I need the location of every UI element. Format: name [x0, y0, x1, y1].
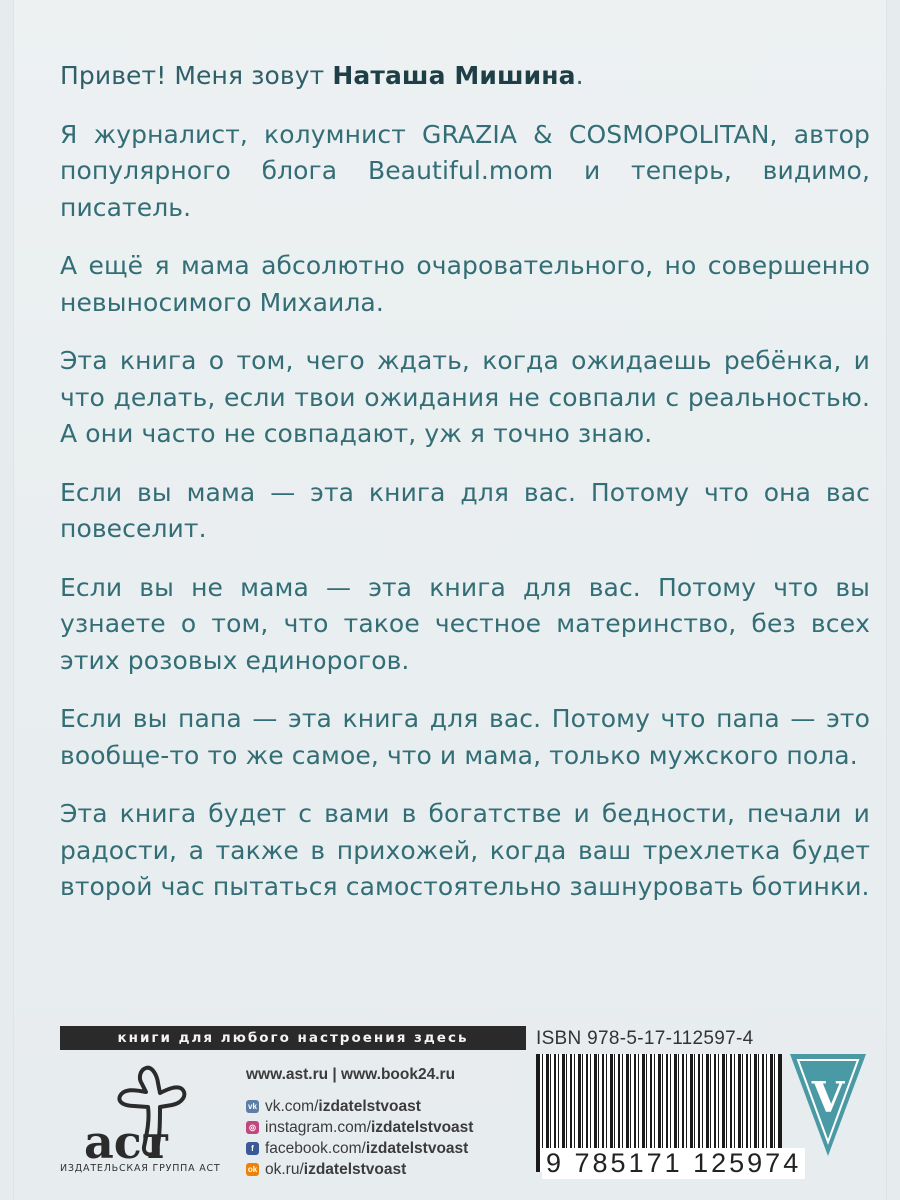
social-handle: izdatelstvoast: [303, 1160, 407, 1178]
publisher-contacts: [246, 1066, 473, 1180]
publisher-caption: ИЗДАТЕЛЬСКАЯ ГРУППА АСТ: [60, 1163, 221, 1174]
book-back-cover: [14, 0, 886, 1200]
social-link-odnoklassniki[interactable]: [246, 1159, 473, 1180]
social-handle: izdatelstvoast: [365, 1139, 469, 1157]
intro-prefix: Привет! Меня зовут: [60, 61, 333, 90]
facebook-icon: f: [246, 1142, 259, 1155]
odnoklassniki-icon: ok: [247, 1165, 258, 1174]
intro-paragraph: [60, 58, 870, 95]
paragraph-3: Эта книга о том, чего ждать, когда ожидаешь ребёнка, и что делать, если твои ожидания не совпали с реальностью. А они часто не совпадают, уж я точно знаю.: [60, 346, 870, 448]
v-logo-letter: V: [811, 1073, 845, 1122]
social-prefix: ok.ru/: [265, 1160, 304, 1178]
paragraph-1: Я журналист, колумнист GRAZIA & COSMOPOLITAN, автор популярного блога Beautiful.mom и теперь, видимо, писатель.: [60, 119, 870, 222]
social-link-vk[interactable]: [246, 1096, 473, 1117]
slogan-banner: книги для любого настроения здесь: [60, 1026, 526, 1050]
social-link-facebook[interactable]: [246, 1138, 473, 1159]
instagram-icon: ◎: [246, 1121, 259, 1134]
social-handle: izdatelstvoast: [318, 1097, 421, 1115]
paragraph-4: Если вы мама — эта книга для вас. Потому что она вас повеселит.: [60, 477, 870, 543]
author-name: Наташа Мишина: [332, 61, 576, 90]
vk-icon: vk: [246, 1100, 259, 1113]
social-prefix: vk.com/: [265, 1097, 319, 1115]
social-link-instagram[interactable]: [246, 1117, 473, 1138]
ast-logo: [54, 1060, 234, 1180]
v-triangle-logo: [788, 1050, 868, 1160]
social-prefix: facebook.com/: [265, 1139, 366, 1157]
social-prefix: instagram.com/: [265, 1118, 371, 1136]
paragraph-2: А ещё я мама абсолютно очаровательного, но совершенно невыносимого Михаила.: [60, 251, 870, 317]
paragraph-6: Если вы папа — эта книга для вас. Потому что папа — это вообще-то то же самое, что и мама, только мужского пола.: [60, 704, 870, 770]
intro-suffix: .: [575, 61, 584, 90]
cover-text: [60, 58, 870, 928]
ast-logo-text: аст: [84, 1115, 171, 1169]
paragraph-5: Если вы не мама — эта книга для вас. Потому что вы узнаете о том, что такое честное материнство, без всех этих розовых единорогов.: [60, 572, 870, 675]
publisher-websites[interactable]: www.ast.ru | www.book24.ru: [246, 1066, 456, 1083]
isbn-label: ISBN 978-5-17-112597-4: [536, 1028, 754, 1049]
social-handle: izdatelstvoast: [370, 1118, 474, 1136]
paragraph-7: Эта книга будет с вами в богатстве и бедности, печали и радости, а также в прихожей, когда ваш трехлетка будет второй час пытаться самостоятельно зашнуровать ботинки.: [60, 799, 870, 901]
barcode-number: 9 785171 125974: [542, 1148, 805, 1179]
